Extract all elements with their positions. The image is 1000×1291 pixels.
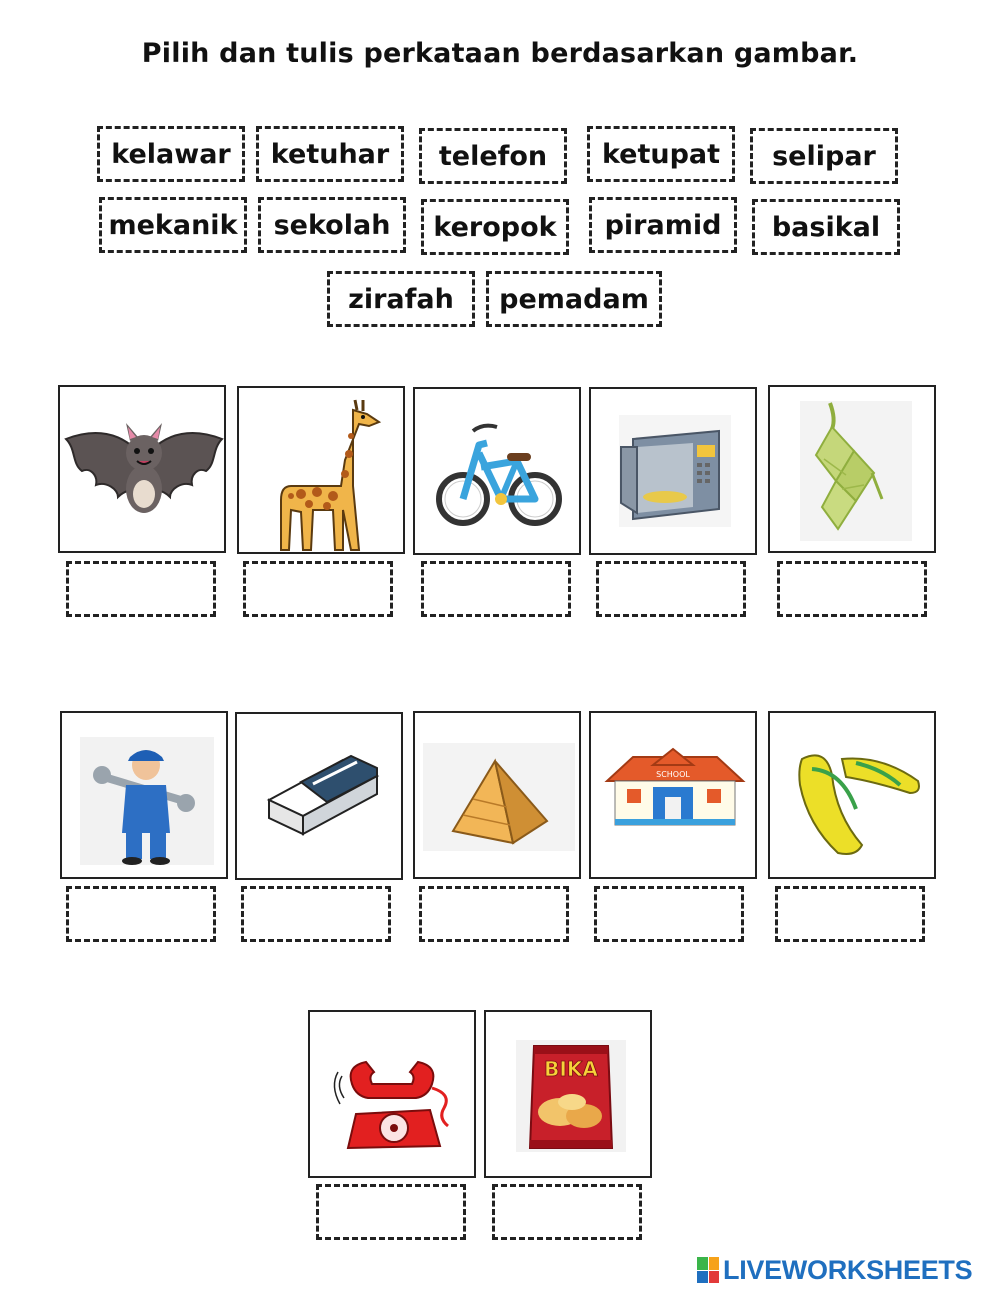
answer-box[interactable] (66, 561, 216, 617)
bicycle-icon (417, 391, 581, 555)
picture-card (768, 385, 936, 553)
picture-card (413, 711, 581, 879)
oven-icon (593, 391, 757, 555)
picture-card (484, 1010, 652, 1178)
answer-box[interactable] (421, 561, 571, 617)
answer-box[interactable] (243, 561, 393, 617)
slipper-icon (772, 715, 936, 879)
word-tile[interactable]: ketuhar (256, 126, 404, 182)
giraffe-icon (241, 390, 405, 554)
answer-box[interactable] (66, 886, 216, 942)
telephone-icon (312, 1014, 476, 1178)
word-tile[interactable]: zirafah (327, 271, 475, 327)
instruction-title: Pilih dan tulis perkataan berdasarkan gambar. (141, 38, 859, 69)
school-sign: SCHOOL (656, 770, 690, 779)
eraser-icon (239, 716, 403, 880)
liveworksheets-badge-icon (697, 1257, 719, 1283)
school-icon (593, 715, 757, 879)
liveworksheets-logo (697, 1255, 972, 1285)
ketupat-icon (772, 389, 936, 553)
word-tile[interactable]: pemadam (486, 271, 662, 327)
word-tile[interactable]: basikal (752, 199, 900, 255)
picture-card (58, 385, 226, 553)
bat-icon (62, 389, 226, 553)
answer-box[interactable] (777, 561, 927, 617)
answer-box[interactable] (596, 561, 746, 617)
word-tile[interactable]: mekanik (99, 197, 247, 253)
picture-card (413, 387, 581, 555)
answer-box[interactable] (241, 886, 391, 942)
keropok-pack-label: BIKA (544, 1057, 598, 1081)
answer-box[interactable] (316, 1184, 466, 1240)
word-tile[interactable]: sekolah (258, 197, 406, 253)
answer-box[interactable] (492, 1184, 642, 1240)
picture-card (589, 387, 757, 555)
keropok-icon (488, 1014, 652, 1178)
picture-card (589, 711, 757, 879)
pyramid-icon (417, 715, 581, 879)
logo-text: LIVEWORKSHEETS (723, 1254, 973, 1285)
word-tile[interactable]: kelawar (97, 126, 245, 182)
word-tile[interactable]: ketupat (587, 126, 735, 182)
word-tile[interactable]: telefon (419, 128, 567, 184)
word-tile[interactable]: selipar (750, 128, 898, 184)
picture-card (60, 711, 228, 879)
answer-box[interactable] (594, 886, 744, 942)
picture-card (237, 386, 405, 554)
picture-card (768, 711, 936, 879)
word-tile[interactable]: keropok (421, 199, 569, 255)
picture-card (235, 712, 403, 880)
picture-card (308, 1010, 476, 1178)
word-tile[interactable]: piramid (589, 197, 737, 253)
mechanic-icon (64, 715, 228, 879)
answer-box[interactable] (419, 886, 569, 942)
answer-box[interactable] (775, 886, 925, 942)
